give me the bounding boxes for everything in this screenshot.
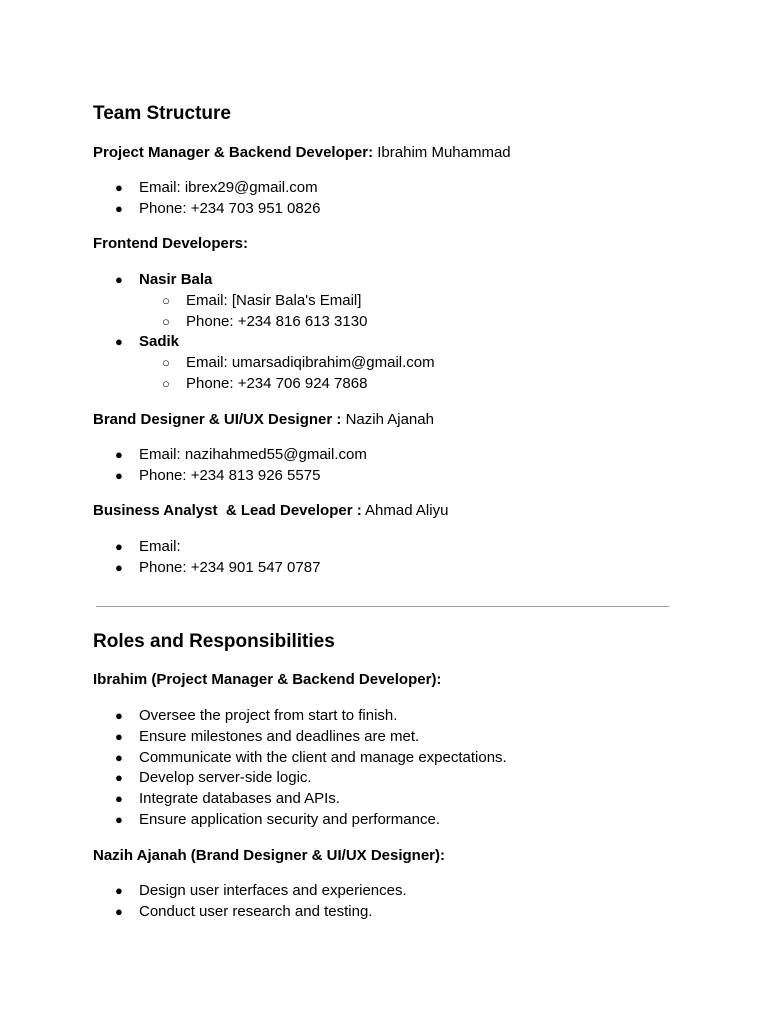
bullet-icon: ● — [115, 334, 123, 350]
responsibility: Develop server-side logic. — [139, 769, 312, 787]
sub-bullet-icon: ○ — [162, 292, 170, 308]
analyst-role: Business Analyst & Lead Developer : — [93, 502, 362, 519]
frontend-members-list — [0, 270, 435, 395]
sub-bullet-icon: ○ — [162, 355, 170, 371]
list-item — [0, 558, 320, 579]
bullet-icon: ● — [115, 728, 123, 744]
nazih-responsibilities-list — [0, 881, 407, 923]
analyst-email: Email: — [139, 538, 181, 555]
bullet-icon: ● — [115, 903, 123, 919]
bullet-icon: ● — [115, 811, 123, 827]
bullet-icon: ● — [115, 883, 123, 898]
sub-bullet-icon: ○ — [162, 313, 170, 329]
list-item — [0, 789, 507, 810]
responsibility: Communicate with the client and manage expectations. — [139, 748, 507, 766]
list-item — [0, 332, 435, 353]
bullet-icon: ● — [115, 770, 123, 786]
designer-email: Email: nazihahmed55@gmail.com — [139, 446, 367, 463]
designer-phone: Phone: +234 813 926 5575 — [139, 466, 321, 484]
ibrahim-heading: Ibrahim (Project Manager & Backend Developer): — [93, 671, 442, 688]
analyst-name: Ahmad Aliyu — [365, 502, 449, 519]
member-email: Email: [Nasir Bala's Email] — [186, 291, 362, 309]
bullet-icon: ● — [115, 200, 123, 216]
responsibility: Conduct user research and testing. — [139, 902, 373, 920]
list-item — [0, 178, 320, 199]
pm-email: Email: ibrex29@gmail.com — [139, 179, 318, 196]
sub-bullet-icon: ○ — [162, 375, 170, 391]
designer-name: Nazih Ajanah — [345, 411, 434, 428]
bullet-icon: ● — [115, 791, 123, 807]
list-item — [0, 270, 435, 291]
member-phone: Phone: +234 706 924 7868 — [186, 374, 368, 392]
frontend-heading: Frontend Developers: — [93, 235, 249, 252]
list-item — [0, 768, 507, 789]
list-item — [0, 199, 320, 220]
designer-contact-list — [0, 445, 367, 487]
list-item — [0, 706, 507, 727]
responsibility: Integrate databases and APIs. — [139, 790, 340, 808]
responsibility: Oversee the project from start to finish. — [139, 707, 398, 724]
list-item — [0, 312, 435, 333]
member-name: Nasir Bala — [139, 271, 213, 288]
roles-heading: Roles and Responsibilities — [93, 631, 335, 652]
member-email: Email: umarsadiqibrahim@gmail.com — [186, 354, 435, 372]
list-item — [0, 466, 367, 487]
responsibility: Ensure milestones and deadlines are met. — [139, 727, 420, 745]
bullet-icon: ● — [115, 708, 123, 723]
member-phone: Phone: +234 816 613 3130 — [186, 312, 368, 330]
list-item — [0, 881, 407, 902]
bullet-icon: ● — [115, 467, 123, 483]
analyst-contact-list — [0, 537, 320, 579]
analyst-phone: Phone: +234 901 547 0787 — [139, 558, 321, 576]
pm-contact-list — [0, 178, 320, 220]
list-item — [0, 902, 407, 923]
list-item — [0, 537, 320, 558]
nazih-heading: Nazih Ajanah (Brand Designer & UI/UX Designer): — [93, 847, 446, 864]
bullet-icon: ● — [115, 272, 123, 287]
pm-line — [93, 143, 511, 163]
bullet-icon: ● — [115, 559, 123, 575]
designer-role: Brand Designer & UI/UX Designer : — [93, 411, 342, 428]
team-structure-heading: Team Structure — [93, 103, 231, 124]
list-item — [0, 374, 435, 395]
bullet-icon: ● — [115, 749, 123, 765]
list-item — [0, 445, 367, 466]
bullet-icon: ● — [115, 539, 123, 554]
list-item — [0, 748, 507, 769]
member-name: Sadik — [139, 333, 180, 351]
responsibility: Design user interfaces and experiences. — [139, 882, 407, 899]
list-item — [0, 727, 507, 748]
pm-name: Ibrahim Muhammad — [377, 144, 511, 161]
bullet-icon: ● — [115, 180, 123, 195]
pm-phone: Phone: +234 703 951 0826 — [139, 199, 321, 217]
list-item — [0, 353, 435, 374]
responsibility: Ensure application security and performance. — [139, 810, 440, 828]
bullet-icon: ● — [115, 447, 123, 462]
pm-role: Project Manager & Backend Developer: — [93, 144, 374, 161]
ibrahim-responsibilities-list — [0, 706, 507, 831]
horizontal-divider — [96, 606, 669, 607]
list-item — [0, 291, 435, 312]
designer-line — [93, 410, 434, 430]
analyst-line — [93, 501, 448, 521]
list-item — [0, 810, 507, 831]
